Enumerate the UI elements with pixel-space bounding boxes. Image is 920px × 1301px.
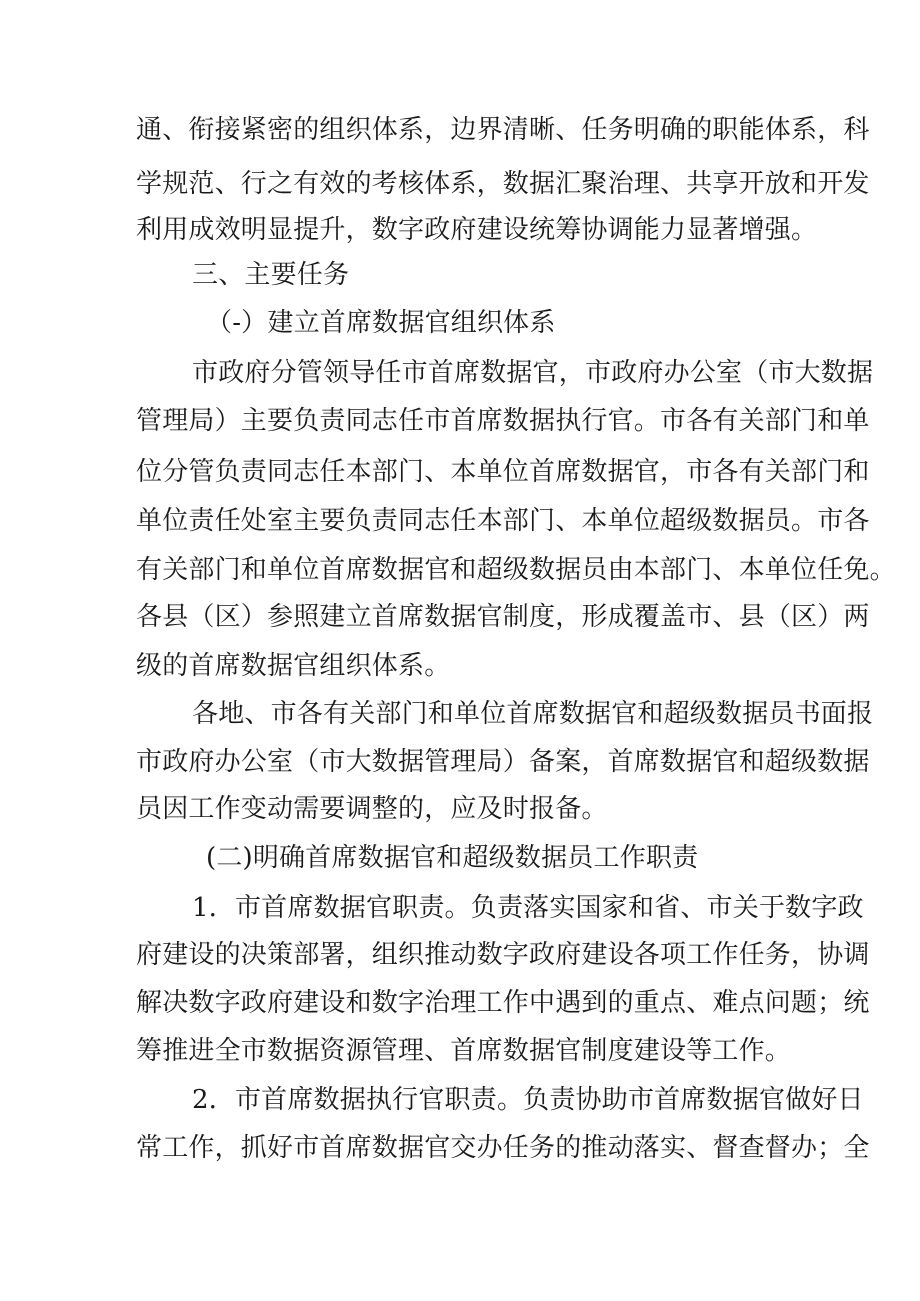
subsection-heading: (二)明确首席数据官和超级数据员工作职责 (206, 843, 699, 873)
body-line: 利用成效明显提升，数字政府建设统筹协调能力显著增强。 (136, 215, 818, 245)
body-line: 2．市首席数据执行官职责。负责协助市首席数据官做好日 (192, 1085, 864, 1115)
body-line: 各地、市各有关部门和单位首席数据官和超级数据员书面报 (192, 699, 874, 729)
body-line: 单位责任处室主要负责同志任本部门、本单位超级数据员。市各 (136, 506, 870, 536)
body-line: 有关部门和单位首席数据官和超级数据员由本部门、本单位任免。 (136, 555, 896, 585)
body-line: 1．市首席数据官职责。负责落实国家和省、市关于数字政 (192, 893, 864, 923)
body-line: 解决数字政府建设和数字治理工作中遇到的重点、难点问题；统 (136, 988, 870, 1018)
subsection-heading: （-）建立首席数据官组织体系 (206, 308, 556, 338)
body-line: 通、衔接紧密的组织体系，边界清晰、任务明确的职能体系，科 (136, 115, 870, 145)
body-line: 级的首席数据官组织体系。 (136, 651, 451, 681)
body-line: 市政府分管领导任市首席数据官，市政府办公室（市大数据 (192, 358, 874, 388)
body-line: 学规范、行之有效的考核体系，数据汇聚治理、共享开放和开发 (136, 169, 870, 199)
body-line: 府建设的决策部署，组织推动数字政府建设各项工作任务，协调 (136, 940, 870, 970)
body-line: 各县（区）参照建立首席数据官制度，形成覆盖市、县（区）两 (136, 602, 870, 632)
section-heading: 三、主要任务 (192, 260, 350, 290)
body-line: 市政府办公室（市大数据管理局）备案，首席数据官和超级数据 (136, 747, 870, 777)
body-line: 常工作，抓好市首席数据官交办任务的推动落实、督查督办；全 (136, 1133, 870, 1163)
body-line: 员因工作变动需要调整的，应及时报备。 (136, 794, 608, 824)
body-line: 管理局）主要负责同志任市首席数据执行官。市各有关部门和单 (136, 406, 870, 436)
body-line: 筹推进全市数据资源管理、首席数据官制度建设等工作。 (136, 1036, 792, 1066)
body-line: 位分管负责同志任本部门、本单位首席数据官，市各有关部门和 (136, 457, 870, 487)
